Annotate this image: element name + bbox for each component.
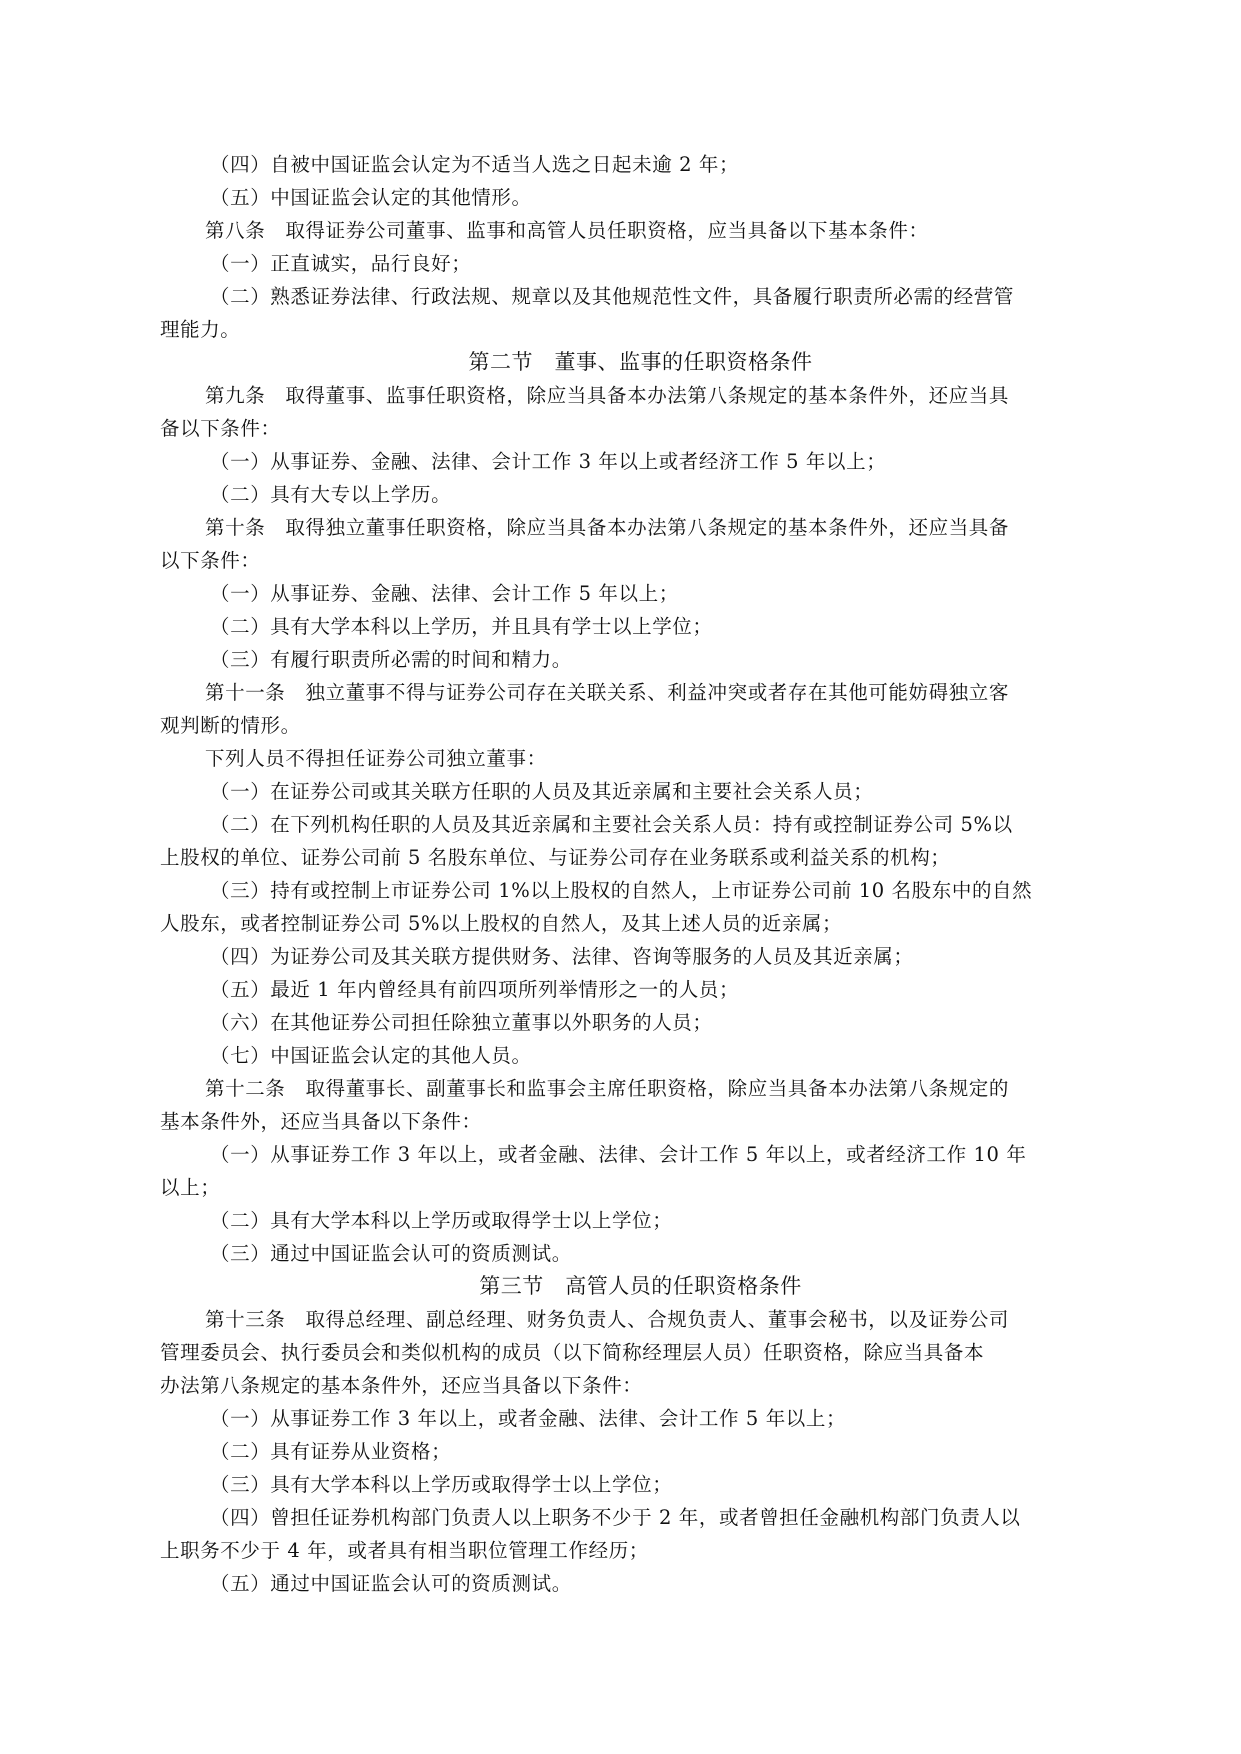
text-line: （一）从事证券工作 3 年以上，或者金融、法律、会计工作 5 年以上，或者经济工作 10 年 (210, 1143, 1027, 1166)
text-line: （四）曾担任证券机构部门负责人以上职务不少于 2 年，或者曾担任金融机构部门负责人以 (210, 1506, 1021, 1529)
document-body (0, 148, 1241, 1600)
text-line: （五）最近 1 年内曾经具有前四项所列举情形之一的人员； (210, 978, 740, 1001)
text-line: （三）有履行职责所必需的时间和精力。 (210, 648, 572, 671)
text-line: （三）具有大学本科以上学历或取得学士以上学位； (210, 1473, 673, 1496)
text-line: （二）熟悉证券法律、行政法规、规章以及其他规范性文件，具备履行职责所必需的经营管 (210, 285, 1015, 308)
text-line: 上职务不少于 4 年，或者具有相当职位管理工作经历； (160, 1539, 649, 1562)
text-line: （二）具有证券从业资格； (210, 1440, 452, 1463)
text-line: （六）在其他证券公司担任除独立董事以外职务的人员； (210, 1011, 713, 1034)
article-line: 第十二条 取得董事长、副董事长和监事会主席任职资格，除应当具备本办法第八条规定的 (205, 1077, 1010, 1100)
text-line: 办法第八条规定的基本条件外，还应当具备以下条件： (160, 1374, 643, 1397)
section-heading: 第二节 董事、监事的任职资格条件 (468, 350, 813, 374)
text-line: （七）中国证监会认定的其他人员。 (210, 1044, 532, 1067)
article-line: 第八条 取得证券公司董事、监事和高管人员任职资格，应当具备以下基本条件： (205, 219, 929, 242)
text-line: （三）持有或控制上市证券公司 1%以上股权的自然人，上市证券公司前 10 名股东中的自然 (210, 879, 1033, 902)
text-line: （一）在证券公司或其关联方任职的人员及其近亲属和主要社会关系人员； (210, 780, 874, 803)
text-line: （四）自被中国证监会认定为不适当人选之日起未逾 2 年； (210, 153, 740, 176)
text-line: 以上； (160, 1176, 221, 1199)
section-heading: 第三节 高管人员的任职资格条件 (479, 1274, 802, 1298)
text-line: （一）从事证券、金融、法律、会计工作 5 年以上； (210, 582, 679, 605)
text-line: （二）具有大专以上学历。 (210, 483, 452, 506)
text-line: （三）通过中国证监会认可的资质测试。 (210, 1242, 572, 1265)
article-line: 第十条 取得独立董事任职资格，除应当具备本办法第八条规定的基本条件外，还应当具备 (205, 516, 1010, 539)
text-line: 人股东，或者控制证券公司 5%以上股权的自然人，及其上述人员的近亲属； (160, 912, 843, 935)
text-line: （一）从事证券、金融、法律、会计工作 3 年以上或者经济工作 5 年以上； (210, 450, 887, 473)
text-line: （四）为证券公司及其关联方提供财务、法律、咨询等服务的人员及其近亲属； (210, 945, 914, 968)
text-line: 上股权的单位、证券公司前 5 名股东单位、与证券公司存在业务联系或利益关系的机构； (160, 846, 951, 869)
text-line: 备以下条件： (160, 417, 281, 440)
article-line: 第九条 取得董事、监事任职资格，除应当具备本办法第八条规定的基本条件外，还应当具 (205, 384, 1010, 407)
text-line: （五）中国证监会认定的其他情形。 (210, 186, 532, 209)
text-line: 管理委员会、执行委员会和类似机构的成员（以下简称经理层人员）任职资格，除应当具备本 (160, 1341, 985, 1364)
text-line: （二）具有大学本科以上学历或取得学士以上学位； (210, 1209, 673, 1232)
text-line: 下列人员不得担任证券公司独立董事： (205, 747, 547, 770)
text-line: （五）通过中国证监会认可的资质测试。 (210, 1572, 572, 1595)
text-line: （二）具有大学本科以上学历，并且具有学士以上学位； (210, 615, 713, 638)
text-line: （一）从事证券工作 3 年以上，或者金融、法律、会计工作 5 年以上； (210, 1407, 847, 1430)
text-line: （二）在下列机构任职的人员及其近亲属和主要社会关系人员：持有或控制证券公司 5%以 (210, 813, 1013, 836)
text-line: 以下条件： (160, 549, 261, 572)
text-line: 理能力。 (160, 318, 241, 341)
article-line: 第十一条 独立董事不得与证券公司存在关联关系、利益冲突或者存在其他可能妨碍独立客 (205, 681, 1010, 704)
text-line: 基本条件外，还应当具备以下条件： (160, 1110, 482, 1133)
text-line: 观判断的情形。 (160, 714, 301, 737)
text-line: （一）正直诚实，品行良好； (210, 252, 472, 275)
article-line: 第十三条 取得总经理、副总经理、财务负责人、合规负责人、董事会秘书，以及证券公司 (205, 1308, 1010, 1331)
